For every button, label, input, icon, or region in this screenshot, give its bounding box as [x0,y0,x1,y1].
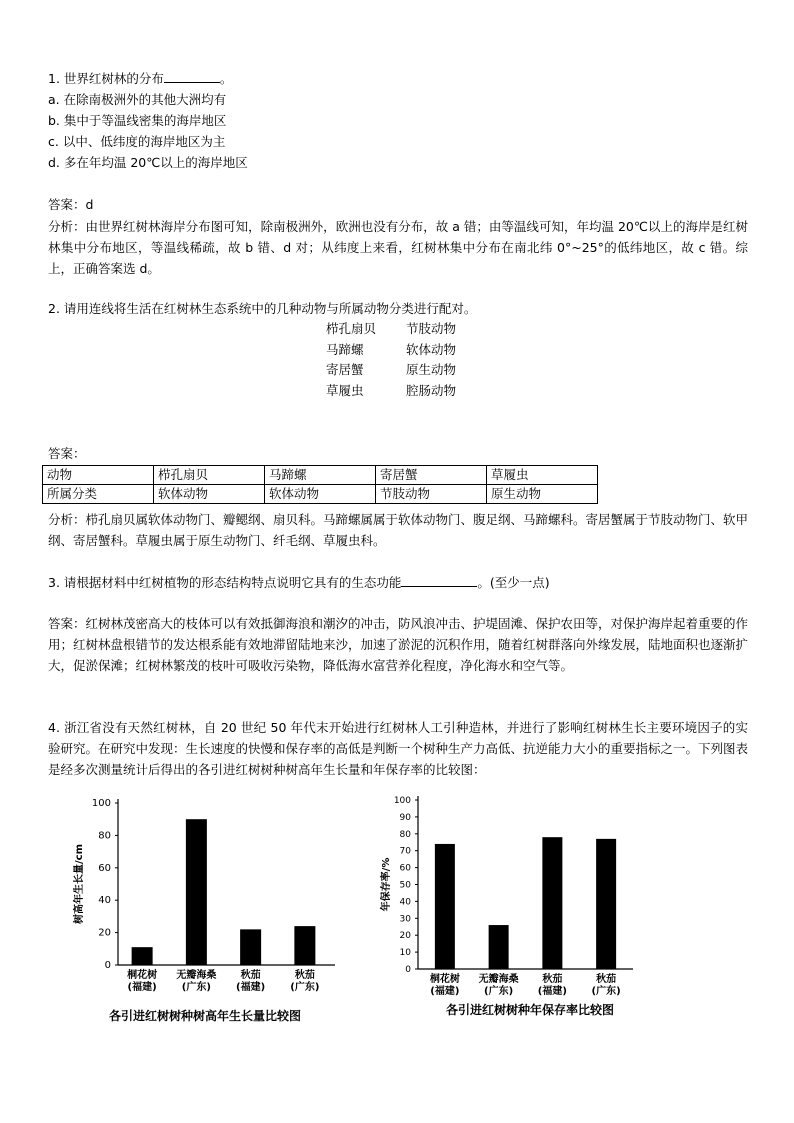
bar [435,844,455,969]
table-cell: 草履虫 [487,466,598,485]
y-tick-label: 0 [104,960,111,971]
q2-match-row [326,319,496,340]
q2-animal: 栉孔扇贝 [326,321,377,336]
y-tick-label: 30 [399,914,411,925]
y-tick-label: 10 [399,948,411,959]
x-tick-sublabel: (福建) [127,982,157,993]
y-tick-label: 90 [399,812,411,823]
x-tick-label: 秋茄 [294,970,315,981]
bar [186,819,207,965]
q1-analysis: 分析：由世界红树林海岸分布图可知，除南极洲外，欧洲也没有分布，故 a 错；由等温线可知，年均温 20℃以上的海岸是红树林集中分布地区，等温线稀疏，故 b 错、d 对；从纬度上来看，红树林集中分布在南北纬 0°~25°的低纬地区，故 c 错。综上，正确答案选 d。 [48,219,748,276]
q2-match-list [326,319,496,401]
x-tick-label: 桐花树 [127,970,158,981]
y-tick-label: 70 [399,846,411,857]
y-tick-label: 100 [91,798,111,809]
bar [596,839,616,969]
q2-category: 腔肠动物 [406,382,457,398]
q1-blank [164,68,220,83]
q1-option-d: d. 多在年均温 20℃以上的海岸地区 [48,155,248,170]
y-tick-label: 40 [399,897,411,908]
y-tick-label: 0 [405,965,411,975]
q3-blank [401,572,477,587]
table-cell: 原生动物 [487,485,598,504]
x-tick-sublabel: (福建) [537,986,567,997]
y-axis-label: 树高年生长量/cm [74,844,85,924]
y-axis-label: 年保存率/% [381,857,392,912]
q2-category: 软体动物 [406,341,457,357]
q2-match-row [326,381,496,402]
x-tick-label: 秋茄 [240,970,261,981]
x-tick-sublabel: (福建) [430,986,460,997]
table-cell: 动物 [43,466,154,485]
q2-match-row [326,340,496,361]
table-row [43,485,598,504]
x-tick-label: 秋茄 [542,974,563,985]
x-tick-sublabel: (广东) [290,982,320,993]
y-tick-label: 20 [399,931,411,942]
y-tick-label: 60 [98,862,111,874]
q2-category: 节肢动物 [406,321,457,336]
bar [240,929,261,965]
q3-stem [48,572,550,593]
q1-stem [48,68,232,89]
bar [132,947,153,965]
table-cell: 软体动物 [265,485,376,504]
q2-analysis: 分析：栉孔扇贝属软体动物门、瓣鳃纲、扇贝科。马蹄螺属属于软体动物门、腹足纲、马蹄螺科。寄居蟹属于节肢动物门、软甲纲、寄居蟹科。草履虫属于原生动物门、纤毛纲、草履虫科。 [48,512,749,548]
q1-option-c: c. 以中、低纬度的海岸地区为主 [48,134,226,149]
x-tick-label: 无瓣海桑 [478,974,519,985]
y-tick-label: 80 [399,829,411,840]
x-tick-label: 无瓣海桑 [176,970,217,981]
q1-stem-suffix: 。 [219,71,233,86]
q3-stem-suffix: 。(至少一点) [477,575,550,590]
q2-answer-table [42,465,598,504]
x-tick-sublabel: (广东) [484,986,514,997]
x-tick-sublabel: (广东) [181,982,211,993]
chart-title: 各引进红树树种年保存率比较图 [445,1003,615,1017]
table-cell: 所属分类 [43,485,154,504]
survival-bar-chart [375,785,695,1035]
table-cell: 软体动物 [154,485,265,504]
y-tick-label: 20 [98,927,111,939]
q3-answer: 答案：红树林茂密高大的枝体可以有效抵御海浪和潮汐的冲击，防风浪冲击、护堤固滩、保护农田等，对保护海岸起着重要的作用；红树林盘根错节的发达根系能有效地滞留陆地来沙，加速了淤泥的沉积作用，随着红树群落向外缘发展，陆地面积也逐渐扩大，促淤保滩；红树林繁茂的枝叶可吸收污染物，降低海水富营养化程度，净化海水和空气等。 [48,616,749,673]
q2-match-row [326,360,496,381]
table-cell: 马蹄螺 [265,466,376,485]
x-tick-sublabel: (福建) [236,982,266,993]
x-tick-label: 秋茄 [596,974,617,985]
q2-animal: 草履虫 [326,382,364,398]
q1-stem-text: 1. 世界红树林的分布 [48,71,164,86]
x-tick-sublabel: (广东) [591,986,621,997]
q2-answer-label: 答案： [48,446,86,461]
y-tick-label: 50 [399,880,411,891]
table-cell: 栉孔扇贝 [154,466,265,485]
q1-answer: 答案：d [48,197,94,212]
q2-category: 原生动物 [406,362,457,377]
chart-title: 各引进红树树种树高年生长量比较图 [108,1009,302,1023]
y-tick-label: 100 [393,796,411,806]
table-cell: 节肢动物 [376,485,487,504]
q2-animal: 马蹄螺 [326,341,364,357]
y-tick-label: 40 [98,895,111,907]
q4-stem: 4. 浙江省没有天然红树林，自 20 世纪 50 年代末开始进行红树林人工引种造林，并进行了影响红树林生长主要环境因子的实验研究。在研究中发现：生长速度的快慢和保存率的高低是判断一个树种生产力高低、抗逆能力大小的重要指标之一。下列图表是经多次测量统计后得出的各引进红树树种树高年生长量和年保存率的比较图： [48,720,749,777]
y-tick-label: 80 [98,830,111,842]
bar [489,925,509,969]
growth-bar-chart [50,785,370,1035]
table-cell: 寄居蟹 [376,466,487,485]
q3-stem-text: 3. 请根据材料中红树植物的形态结构特点说明它具有的生态功能 [48,575,402,590]
q2-animal: 寄居蟹 [326,362,364,377]
bar [294,926,315,965]
x-tick-label: 桐花树 [429,974,460,985]
bar [542,837,562,969]
q1-option-a: a. 在除南极洲外的其他大洲均有 [48,92,227,107]
y-tick-label: 60 [399,863,411,874]
table-row [43,466,598,485]
q1-option-b: b. 集中于等温线密集的海岸地区 [48,113,227,128]
q2-stem: 2. 请用连线将生活在红树林生态系统中的几种动物与所属动物分类进行配对。 [48,301,477,316]
